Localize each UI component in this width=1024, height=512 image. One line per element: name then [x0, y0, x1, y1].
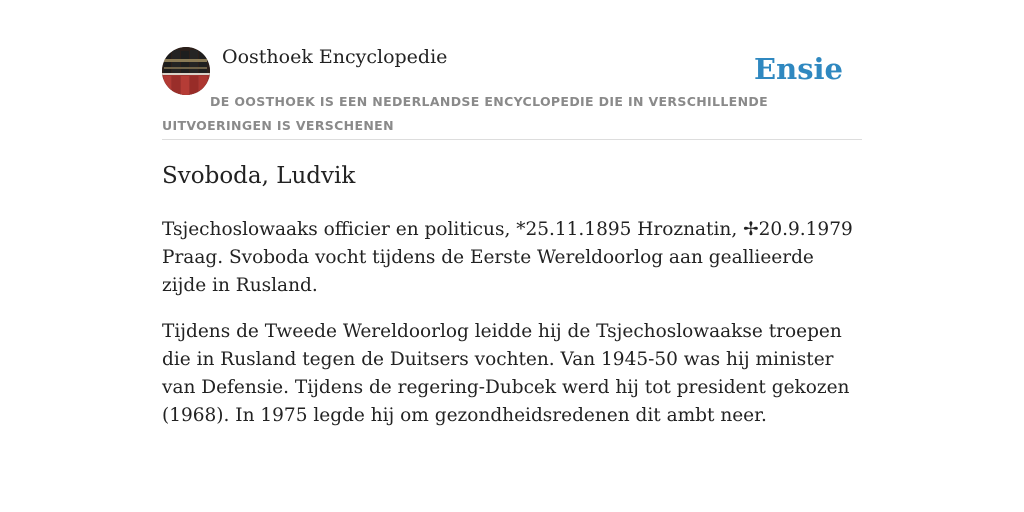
article-paragraph: Tijdens de Tweede Wereldoorlog leidde hij de Tsjechoslowaakse troepen die in Rusland tegen de Duitsers vochten. Van 1945-50 was hij minister van Defensie. Tijdens de regering-Dubcek werd hij tot president gekozen (1968). In 1975 legde hij om gezondheidsredenen dit ambt neer. [162, 321, 850, 426]
article-title: Svoboda, Ludvik [162, 163, 356, 189]
site-title[interactable]: Oosthoek Encyclopedie [222, 46, 448, 68]
header [162, 0, 862, 140]
page [162, 0, 862, 512]
encyclopedia-books-graphic [162, 47, 210, 95]
brand-logo[interactable]: Ensie [754, 52, 843, 86]
article-content [162, 216, 862, 448]
site-tagline: DE OOSTHOEK IS EEN NEDERLANDSE ENCYCLOPEDIE DIE IN VERSCHILLENDE UITVOERINGEN IS VERSCHENEN [162, 94, 768, 133]
article-paragraph: Tsjechoslowaaks officier en politicus, *25.11.1895 Hroznatin, ✢20.9.1979 Praag. Svoboda vocht tijdens de Eerste Wereldoorlog aan geallieerde zijde in Rusland. [162, 219, 853, 296]
encyclopedia-books-icon[interactable] [162, 47, 210, 95]
